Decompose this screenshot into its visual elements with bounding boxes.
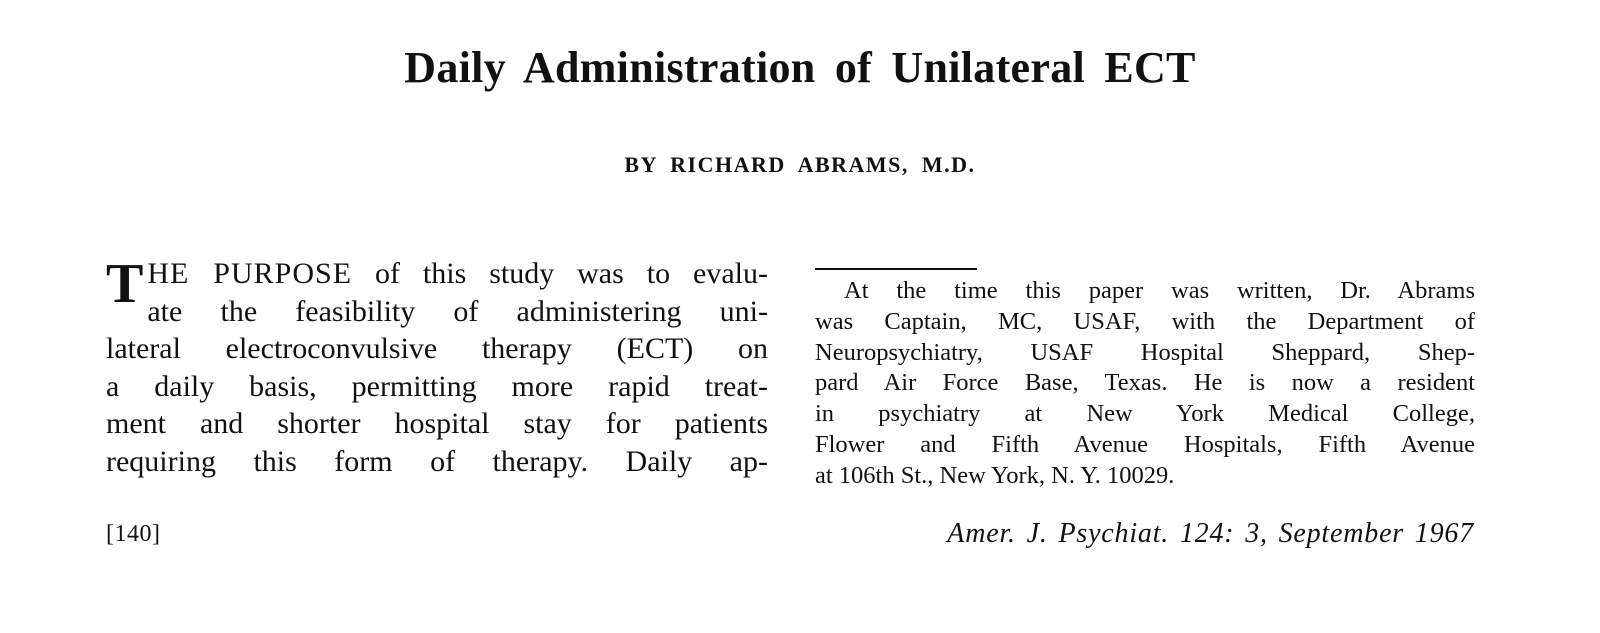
lead-in-text: HE PURPOSE [147, 257, 353, 290]
body-line-1-rest: of this study was to evalu- [352, 257, 768, 290]
journal-citation: Amer. J. Psychiat. 124: 3, September 1967 [947, 518, 1474, 549]
footnote-divider [815, 268, 977, 270]
page-number: [140] [106, 521, 161, 547]
author-footnote [815, 276, 1475, 492]
footnote-line: was Captain, MC, USAF, with the Department of [815, 307, 1475, 335]
body-line-1 [106, 255, 768, 293]
drop-cap: T [106, 253, 144, 315]
body-line: lateral electroconvulsive therapy (ECT) on [106, 332, 768, 365]
body-line: ate the feasibility of administering uni- [147, 294, 768, 328]
footnote-line: Neuropsychiatry, USAF Hospital Sheppard, Shep- [815, 338, 1475, 366]
body-line: ment and shorter hospital stay for patients [106, 407, 768, 440]
footnote-line: Flower and Fifth Avenue Hospitals, Fifth Avenue [815, 430, 1475, 458]
footnote-line: pard Air Force Base, Texas. He is now a resident [815, 369, 1475, 397]
footnote-line: in psychiatry at New York Medical College, [815, 400, 1475, 428]
body-column [106, 255, 768, 480]
author-byline: BY RICHARD ABRAMS, M.D. [624, 152, 976, 177]
body-line: requiring this form of therapy. Daily ap- [106, 444, 768, 478]
footnote-line: At the time this paper was written, Dr. Abrams [844, 277, 1475, 304]
article-title: Daily Administration of Unilateral ECT [404, 43, 1196, 92]
body-line: a daily basis, permitting more rapid treat- [106, 369, 768, 403]
footnote-line: at 106th St., New York, N. Y. 10029. [815, 461, 1175, 489]
